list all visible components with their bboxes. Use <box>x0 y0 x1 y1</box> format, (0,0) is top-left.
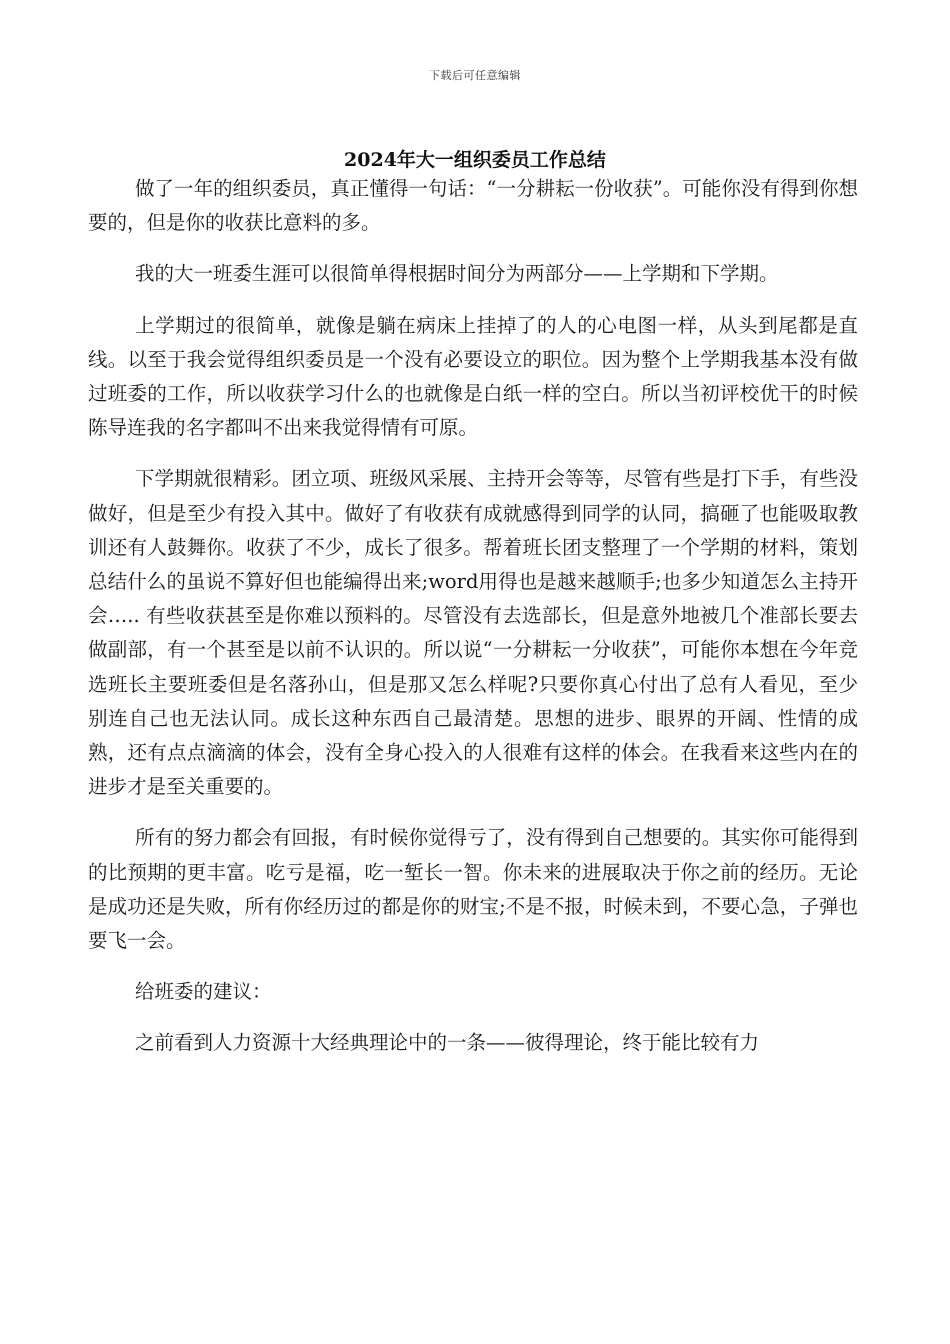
paragraph-5: 所有的努力都会有回报，有时候你觉得亏了，没有得到自己想要的。其实你可能得到的比预期的更丰富。吃亏是福，吃一堑长一智。你未来的进展取决于你之前的经历。无论是成功还是失败，所有你经历过的都是你的财宝;不是不报，时候未到，不要心急，子弹也要飞一会。 <box>88 826 858 953</box>
header-note: 下载后可任意编辑 <box>429 69 521 82</box>
paragraph-2: 我的大一班委生涯可以很简单得根据时间分为两部分——上学期和下学期。 <box>135 262 779 286</box>
document-title: 2024年大一组织委员工作总结 <box>344 149 606 171</box>
paragraph-1: 做了一年的组织委员，真正懂得一句话：“一分耕耘一份收获”。可能你没有得到你想要的，但是你的收获比意料的多。 <box>88 177 858 235</box>
paragraph-7: 之前看到人力资源十大经典理论中的一条——彼得理论，终于能比较有力 <box>135 1031 760 1055</box>
paragraph-6: 给班委的建议： <box>135 980 272 1004</box>
paragraph-4: 下学期就很精彩。团立项、班级风采展、主持开会等等，尽管有些是打下手，有些没做好，但是至少有投入其中。做好了有收获有成就感得到同学的认同，搞砸了也能吸取教训还有人鼓舞你。收获了不少，成长了很多。帮着班长团支整理了一个学期的材料，策划总结什么的虽说不算好但也能编得出来;word用得也是越来越顺手;也多少知道怎么主持开会….. 有些收获甚至是你难以预料的。尽管没有去选部长，但是意外地被几个准部长要去做副部，有一个甚至是以前不认识的。所以说“一分耕耘一分收获”，可能你本想在今年竞选班长主要班委但是名落孙山，但是那又怎么样呢?只要你真心付出了总有人看见，至少别连自己也无法认同。成长这种东西自己最清楚。思想的进步、眼界的开阔、性情的成熟，还有点点滴滴的体会，没有全身心投入的人很难有这样的体会。在我看来这些内在的进步才是至关重要的。 <box>88 467 858 799</box>
paragraph-3: 上学期过的很简单，就像是躺在病床上挂掉了的人的心电图一样，从头到尾都是直线。以至于我会觉得组织委员是一个没有必要设立的职位。因为整个上学期我基本没有做过班委的工作，所以收获学习什么的也就像是白纸一样的空白。所以当初评校优干的时候陈导连我的名字都叫不出来我觉得情有可原。 <box>88 313 858 440</box>
document-body <box>88 172 858 1061</box>
